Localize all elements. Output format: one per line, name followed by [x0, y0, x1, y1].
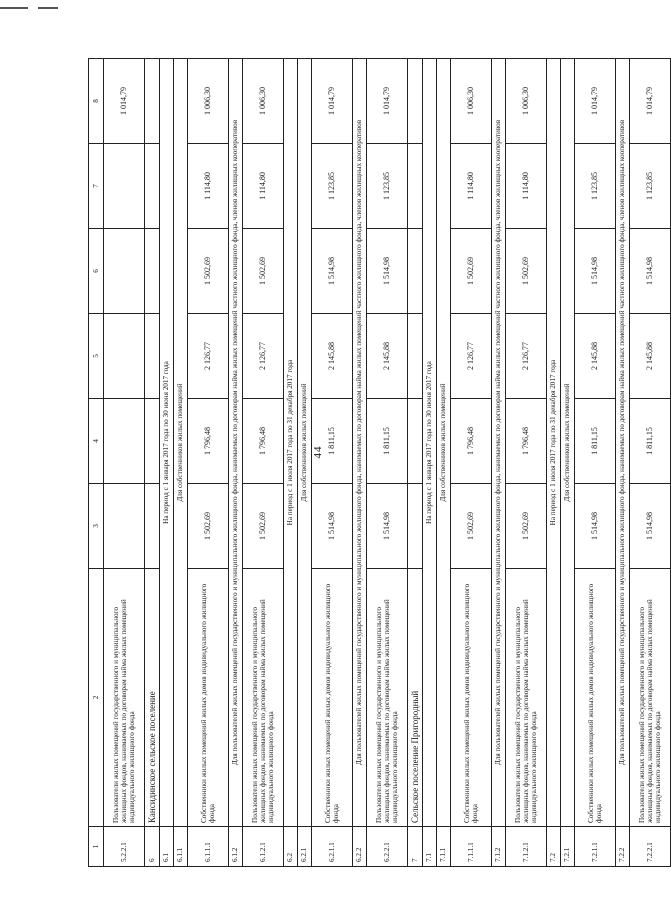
table-row: [630, 59, 671, 867]
tariff-value: [104, 144, 145, 229]
group-label: Для собственников жилых помещений: [174, 59, 188, 827]
tariff-value: 1 114,80: [451, 144, 492, 229]
tariff-value: 1 796,48: [451, 399, 492, 484]
empty-cell: [145, 484, 160, 569]
table-row: [104, 59, 145, 867]
row-code: 7.1.2: [492, 827, 506, 867]
column-number: 3: [89, 484, 104, 569]
row-name: Собственники жилых помещений жилых домов индивидуального жилищного фонда: [188, 569, 229, 827]
tariff-value: 1 514,98: [312, 484, 353, 569]
table-row: [243, 59, 284, 867]
empty-cell: [408, 314, 423, 399]
tariff-table: [88, 58, 671, 867]
column-number: 2: [89, 569, 104, 827]
tariff-value: 2 145,88: [575, 314, 616, 399]
group-row: [437, 59, 451, 867]
tariff-value: 1 514,98: [630, 484, 671, 569]
group-row: [174, 59, 188, 867]
tariff-value: 1 123,85: [312, 144, 353, 229]
row-code: 7.2.1: [561, 827, 575, 867]
tariff-value: 1 811,15: [367, 399, 408, 484]
row-name: Пользователи жилых помещений государственного и муниципального жилищных фондов, нанимаемых по договорам найма жилых помещений индивидуального жилищного фонда: [506, 569, 547, 827]
row-code: 6: [145, 827, 160, 867]
tariff-value: 1 502,69: [506, 229, 547, 314]
row-name: Пользователи жилых помещений государственного и муниципального жилищных фондов, нанимаемых по договорам найма жилых помещений индивидуального жилищного фонда: [243, 569, 284, 827]
row-name: Пользователи жилых помещений государственного и муниципального жилищных фондов, нанимаемых по договорам найма жилых помещений индивидуального жилищного фонда: [367, 569, 408, 827]
row-code: 7.1.1: [437, 827, 451, 867]
tariff-value: 1 014,79: [104, 59, 145, 144]
settlement-name: Кансидинское сельское поселение: [145, 569, 160, 827]
row-code: 7.2: [547, 827, 561, 867]
row-code: 7.1.1.1: [451, 827, 492, 867]
table-row: [506, 59, 547, 867]
tariff-value: 2 126,77: [451, 314, 492, 399]
empty-cell: [408, 59, 423, 144]
column-number: 6: [89, 229, 104, 314]
column-number: 1: [89, 827, 104, 867]
tariff-value: 1 502,69: [188, 229, 229, 314]
period-row: [423, 59, 437, 867]
empty-cell: [145, 144, 160, 229]
tariff-value: 1 006,30: [506, 59, 547, 144]
group-label: Для собственников жилых помещений: [437, 59, 451, 827]
row-name: Собственники жилых помещений жилых домов индивидуального жилищного фонда: [575, 569, 616, 827]
tariff-value: 1 114,80: [188, 144, 229, 229]
empty-cell: [408, 399, 423, 484]
tariff-value: 1 796,48: [243, 399, 284, 484]
scan-edge-mark: [38, 0, 58, 9]
row-code: 6.2: [284, 827, 298, 867]
table-body: [89, 59, 671, 867]
tariff-value: 2 145,88: [630, 314, 671, 399]
row-name: Пользователи жилых помещений государственного и муниципального жилищных фондов, нанимаемых по договорам найма жилых помещений индивидуального жилищного фонда: [630, 569, 671, 827]
tariff-value: 1 123,85: [630, 144, 671, 229]
empty-cell: [145, 59, 160, 144]
tariff-value: 1 006,30: [451, 59, 492, 144]
tariff-value: 1 514,98: [312, 229, 353, 314]
tariff-value: 1 014,79: [630, 59, 671, 144]
tariff-value: 1 502,69: [188, 484, 229, 569]
tariff-value: 1 123,85: [575, 144, 616, 229]
group-row: [492, 59, 506, 867]
row-code: 6.2.2.1: [367, 827, 408, 867]
rotated-table-container: [88, 59, 663, 867]
tariff-value: 2 126,77: [243, 314, 284, 399]
tariff-value: 1 502,69: [451, 229, 492, 314]
tariff-value: [104, 314, 145, 399]
column-number: 5: [89, 314, 104, 399]
tariff-value: 1 014,79: [575, 59, 616, 144]
group-row: [229, 59, 243, 867]
period-label: На период с 1 января 2017 года по 30 июня 2017 года: [423, 59, 437, 827]
tariff-value: 1 811,15: [575, 399, 616, 484]
tariff-value: 1 502,69: [506, 484, 547, 569]
tariff-value: 1 811,15: [312, 399, 353, 484]
tariff-value: 1 796,48: [188, 399, 229, 484]
group-row: [561, 59, 575, 867]
row-code: 7.2.2.1: [630, 827, 671, 867]
tariff-value: 1 811,15: [630, 399, 671, 484]
tariff-value: 1 114,80: [506, 144, 547, 229]
column-number: 4: [89, 399, 104, 484]
tariff-value: 1 502,69: [451, 484, 492, 569]
tariff-value: 2 126,77: [188, 314, 229, 399]
group-label: Для пользователей жилых помещений государственного и муниципального жилищного фонда, нанимаемых по договорам найма жилых помещений частного жилищного фонда, членов жилищных кооперативов: [229, 59, 243, 827]
group-label: Для собственников жилых помещений: [298, 59, 312, 827]
row-name: Собственники жилых помещений жилых домов индивидуального жилищного фонда: [312, 569, 353, 827]
group-label: Для пользователей жилых помещений государственного и муниципального жилищного фонда, нанимаемых по договорам найма жилых помещений частного жилищного фонда, членов жилищных кооперативов: [353, 59, 367, 827]
table-row: [312, 59, 353, 867]
empty-cell: [408, 484, 423, 569]
column-number: 7: [89, 144, 104, 229]
group-label: Для пользователей жилых помещений государственного и муниципального жилищного фонда, нанимаемых по договорам найма жилых помещений частного жилищного фонда, членов жилищных кооперативов: [492, 59, 506, 827]
table-row: [367, 59, 408, 867]
row-code: 5.2.2.1: [104, 827, 145, 867]
group-row: [616, 59, 630, 867]
empty-cell: [145, 229, 160, 314]
tariff-value: 1 502,69: [243, 484, 284, 569]
group-label: Для пользователей жилых помещений государственного и муниципального жилищного фонда, нанимаемых по договорам найма жилых помещений частного жилищного фонда, членов жилищных кооперативов: [616, 59, 630, 827]
tariff-value: 1 014,79: [367, 59, 408, 144]
tariff-value: 2 145,88: [312, 314, 353, 399]
tariff-value: 1 514,98: [630, 229, 671, 314]
row-code: 7.2.2: [616, 827, 630, 867]
empty-cell: [145, 399, 160, 484]
row-code: 6.2.1.1: [312, 827, 353, 867]
tariff-value: 1 796,48: [506, 399, 547, 484]
tariff-value: 1 502,69: [243, 229, 284, 314]
settlement-row: [408, 59, 423, 867]
period-label: На период с 1 июля 2017 года по 31 декабря 2017 года: [547, 59, 561, 827]
empty-cell: [408, 229, 423, 314]
empty-cell: [145, 314, 160, 399]
period-label: На период с 1 июля 2017 года по 31 декабря 2017 года: [284, 59, 298, 827]
row-name: Собственники жилых помещений жилых домов индивидуального жилищного фонда: [451, 569, 492, 827]
column-number-row: [89, 59, 104, 867]
table-row: [575, 59, 616, 867]
tariff-value: [104, 399, 145, 484]
group-row: [353, 59, 367, 867]
row-code: 6.1.1.1: [188, 827, 229, 867]
row-code: 7: [408, 827, 423, 867]
settlement-name: Сельское поселение Пригородный: [408, 569, 423, 827]
row-code: 7.2.1.1: [575, 827, 616, 867]
period-row: [547, 59, 561, 867]
tariff-value: [104, 484, 145, 569]
tariff-value: 1 514,98: [575, 229, 616, 314]
row-code: 6.1.1: [174, 827, 188, 867]
group-label: Для собственников жилых помещений: [561, 59, 575, 827]
tariff-value: 1 006,30: [188, 59, 229, 144]
settlement-row: [145, 59, 160, 867]
scan-edge-mark: [0, 0, 28, 9]
tariff-value: 1 114,80: [243, 144, 284, 229]
table-row: [451, 59, 492, 867]
row-code: 7.1: [423, 827, 437, 867]
row-code: 7.1.2.1: [506, 827, 547, 867]
period-label: На период с 1 января 2017 года по 30 июня 2017 года: [160, 59, 174, 827]
row-name: Пользователи жилых помещений государственного и муниципального жилищных фондов, нанимаемых по договорам найма жилых помещений индивидуального жилищного фонда: [104, 569, 145, 827]
tariff-value: 1 514,98: [367, 229, 408, 314]
column-number: 8: [89, 59, 104, 144]
row-code: 6.1.2: [229, 827, 243, 867]
empty-cell: [408, 144, 423, 229]
row-code: 6.2.1: [298, 827, 312, 867]
period-row: [284, 59, 298, 867]
tariff-value: 1 006,30: [243, 59, 284, 144]
table-row: [188, 59, 229, 867]
tariff-value: [104, 229, 145, 314]
tariff-value: 2 145,88: [367, 314, 408, 399]
tariff-value: 2 126,77: [506, 314, 547, 399]
row-code: 6.2.2: [353, 827, 367, 867]
row-code: 6.1: [160, 827, 174, 867]
tariff-value: 1 123,85: [367, 144, 408, 229]
tariff-value: 1 014,79: [312, 59, 353, 144]
tariff-value: 1 514,98: [575, 484, 616, 569]
group-row: [298, 59, 312, 867]
page-number: 44: [312, 445, 324, 459]
row-code: 6.1.2.1: [243, 827, 284, 867]
tariff-value: 1 514,98: [367, 484, 408, 569]
period-row: [160, 59, 174, 867]
